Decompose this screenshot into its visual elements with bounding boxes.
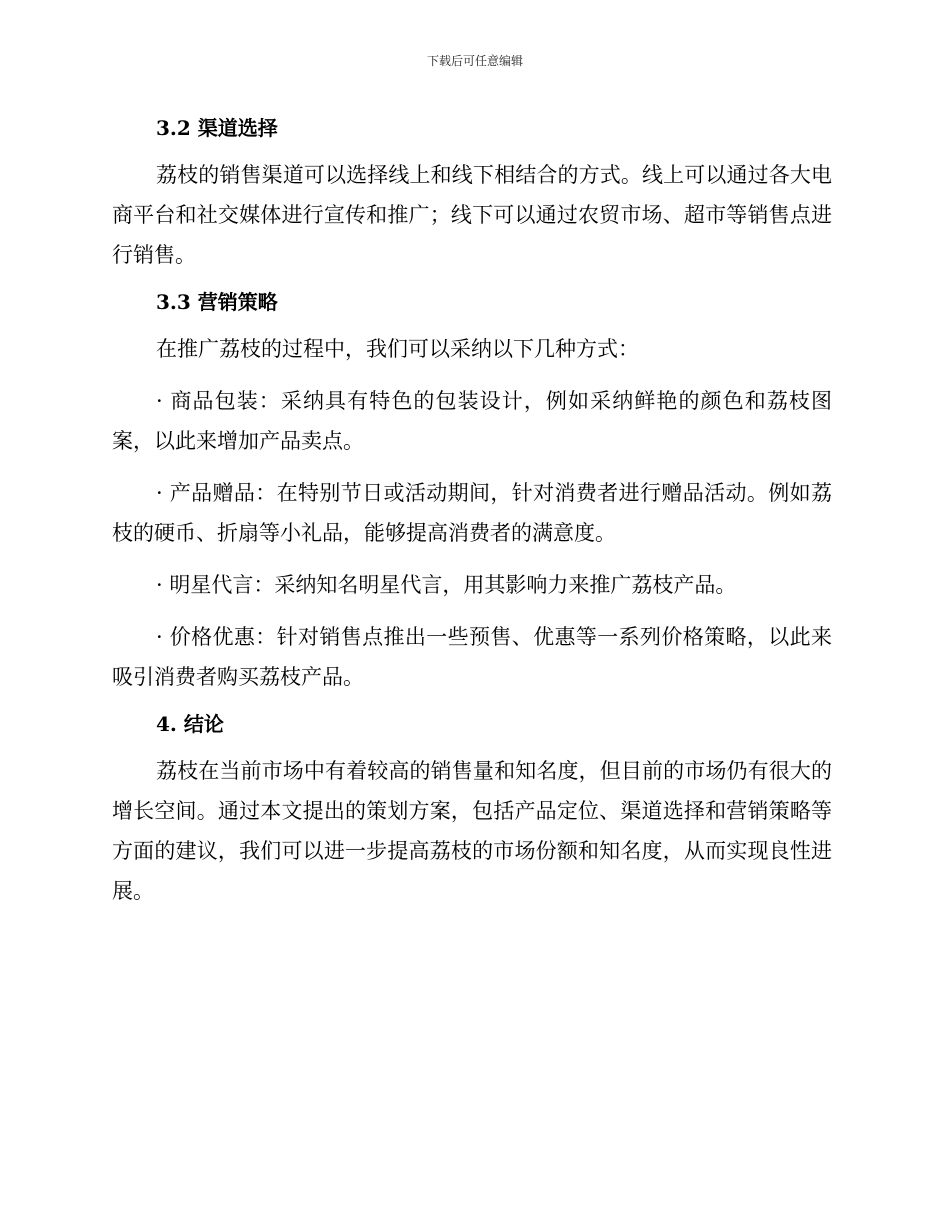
list-item-celebrity: · 明星代言：采纳知名明星代言，用其影响力来推广荔枝产品。 [156, 573, 737, 597]
paragraph: 荔枝的销售渠道可以选择线上和线下相结合的方式。线上可以通过各大电商平台和社交媒体进行宣传和推广；线下可以通过农贸市场、超市等销售点进行销售。 [112, 163, 832, 267]
list-item-gifts: · 产品赠品：在特别节日或活动期间，针对消费者进行赠品活动。例如荔枝的硬币、折扇等小礼品，能够提高消费者的满意度。 [112, 481, 832, 545]
section-heading: 4. 结论 [156, 712, 224, 736]
section-marketing-strategy [112, 287, 832, 697]
section-heading: 3.2 渠道选择 [156, 116, 278, 140]
document-body [112, 113, 832, 923]
list-item-packaging: · 商品包装：采纳具有特色的包装设计，例如采纳鲜艳的颜色和荔枝图案，以此来增加产品卖点。 [112, 389, 832, 453]
paragraph: 在推广荔枝的过程中，我们可以采纳以下几种方式： [156, 337, 639, 361]
section-heading: 3.3 营销策略 [156, 290, 278, 314]
section-conclusion [112, 709, 832, 911]
section-channel-selection [112, 113, 832, 275]
page-header: 下载后可任意编辑 [426, 54, 523, 68]
paragraph: 荔枝在当前市场中有着较高的销售量和知名度，但目前的市场仍有很大的增长空间。通过本文提出的策划方案，包括产品定位、渠道选择和营销策略等方面的建议，我们可以进一步提高荔枝的市场份额和知名度，从而实现良性进展。 [112, 759, 832, 903]
list-item-pricing: · 价格优惠：针对销售点推出一些预售、优惠等一系列价格策略，以此来吸引消费者购买荔枝产品。 [112, 625, 832, 689]
